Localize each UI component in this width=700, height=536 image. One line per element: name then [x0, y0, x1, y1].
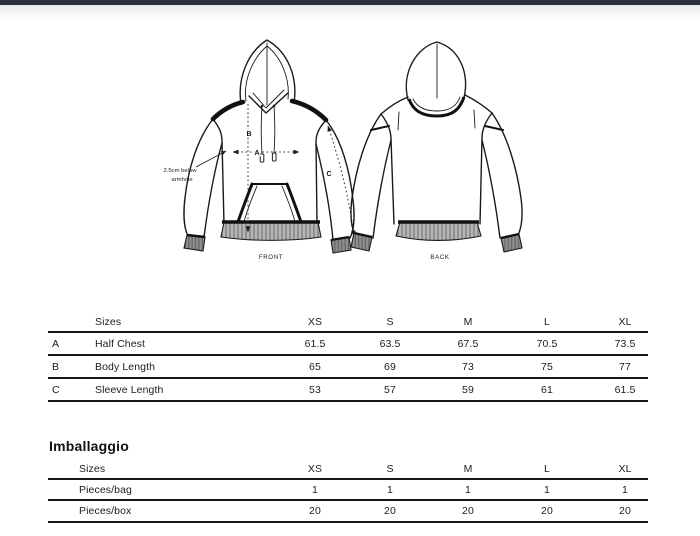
packaging-value: 1 [312, 483, 318, 496]
measurement-value: 67.5 [457, 337, 479, 350]
measurement-value: 61 [541, 383, 553, 396]
row-label: Pieces/box [79, 505, 132, 517]
row-label: Pieces/bag [79, 483, 132, 496]
measure-label-b: B [246, 131, 252, 138]
front-right-aglet [272, 153, 276, 161]
measurement-value: 59 [462, 383, 474, 396]
packaging-value: 20 [309, 505, 321, 517]
measurement-value: 69 [384, 360, 396, 373]
front-hem-rib [221, 222, 321, 240]
front-right-shoulder-seam [292, 101, 326, 120]
front-right-drawstring [274, 106, 275, 153]
column-header-s: S [386, 316, 394, 328]
armhole-annotation-line2: armhole [171, 177, 193, 183]
packaging-value: 1 [465, 483, 471, 496]
packaging-value: 20 [619, 505, 631, 517]
column-header-xl: XL [618, 463, 632, 475]
back-body-left-side [381, 114, 394, 224]
hoodie-back-view [351, 42, 522, 252]
back-left-shoulder [381, 97, 408, 114]
row-label: Half Chest [95, 337, 146, 350]
column-header-l: L [544, 463, 550, 475]
column-header-xs: XS [307, 316, 323, 328]
column-header-xl: XL [618, 316, 632, 328]
measurement-value: 73 [462, 360, 474, 373]
front-left-aglet [260, 154, 264, 162]
hoodie-front-view [163, 40, 354, 253]
packaging-title: Imballaggio [49, 438, 129, 454]
column-header-s: S [386, 463, 394, 475]
measurements-sizes-header: Sizes [95, 316, 122, 328]
back-right-sleeve-inner [482, 140, 500, 238]
measurement-value: 61.5 [614, 383, 636, 396]
back-right-raglan-tick [474, 110, 475, 128]
table-row-body-length [48, 356, 648, 379]
front-left-shoulder-seam [213, 102, 243, 119]
column-header-m: M [463, 463, 473, 475]
row-label: Sleeve Length [95, 383, 164, 396]
measurement-value: 70.5 [536, 337, 558, 350]
packaging-value: 20 [541, 505, 553, 517]
measurement-value: 61.5 [304, 337, 326, 350]
table-row-pieces-box [48, 501, 648, 523]
table-row-sleeve-length [48, 379, 648, 402]
measurement-value: 63.5 [379, 337, 401, 350]
front-left-drawstring [261, 106, 262, 154]
packaging-value: 1 [544, 483, 550, 496]
back-hood-outline [406, 42, 465, 100]
column-header-xs: XS [307, 463, 323, 475]
front-left-sleeve-inner [204, 143, 222, 237]
measurement-value: 57 [384, 383, 396, 396]
measurements-table [48, 313, 648, 402]
measure-label-c: C [326, 171, 332, 178]
back-body-right-side [480, 113, 492, 224]
measurement-value: 53 [309, 383, 321, 396]
back-right-shoulder [465, 95, 492, 113]
column-header-l: L [544, 316, 550, 328]
row-letter: A [52, 337, 60, 350]
back-neck-rib [409, 97, 464, 116]
packaging-header-row [48, 460, 648, 480]
front-hood-opening [249, 93, 288, 113]
armhole-annotation-arrow [196, 151, 226, 167]
packaging-value: 20 [462, 505, 474, 517]
back-view-label: BACK [430, 254, 450, 261]
measurement-value: 77 [619, 360, 631, 373]
measure-label-a: A [254, 150, 260, 157]
armhole-annotation-line1: 2.5cm below [163, 168, 197, 174]
back-neck-rib-inner [413, 97, 460, 111]
row-letter: B [52, 360, 60, 373]
column-header-m: M [463, 316, 473, 328]
measurement-value: 75 [541, 360, 553, 373]
front-view-label: FRONT [258, 254, 284, 261]
row-letter: C [52, 383, 60, 396]
packaging-value: 1 [622, 483, 628, 496]
back-hem-rib [396, 222, 481, 241]
measurements-header-row [48, 313, 648, 333]
packaging-sizes-header: Sizes [79, 463, 106, 475]
row-label: Body Length [95, 360, 156, 373]
packaging-value: 1 [387, 483, 393, 496]
back-left-sleeve-inner [373, 140, 391, 238]
back-left-raglan-tick [398, 112, 399, 130]
packaging-table [48, 460, 648, 523]
packaging-value: 20 [384, 505, 396, 517]
table-row-pieces-bag [48, 480, 648, 501]
measurement-value: 73.5 [614, 337, 636, 350]
measurement-value: 65 [309, 360, 321, 373]
front-body-right-side [316, 120, 326, 224]
table-row-half-chest [48, 333, 648, 356]
